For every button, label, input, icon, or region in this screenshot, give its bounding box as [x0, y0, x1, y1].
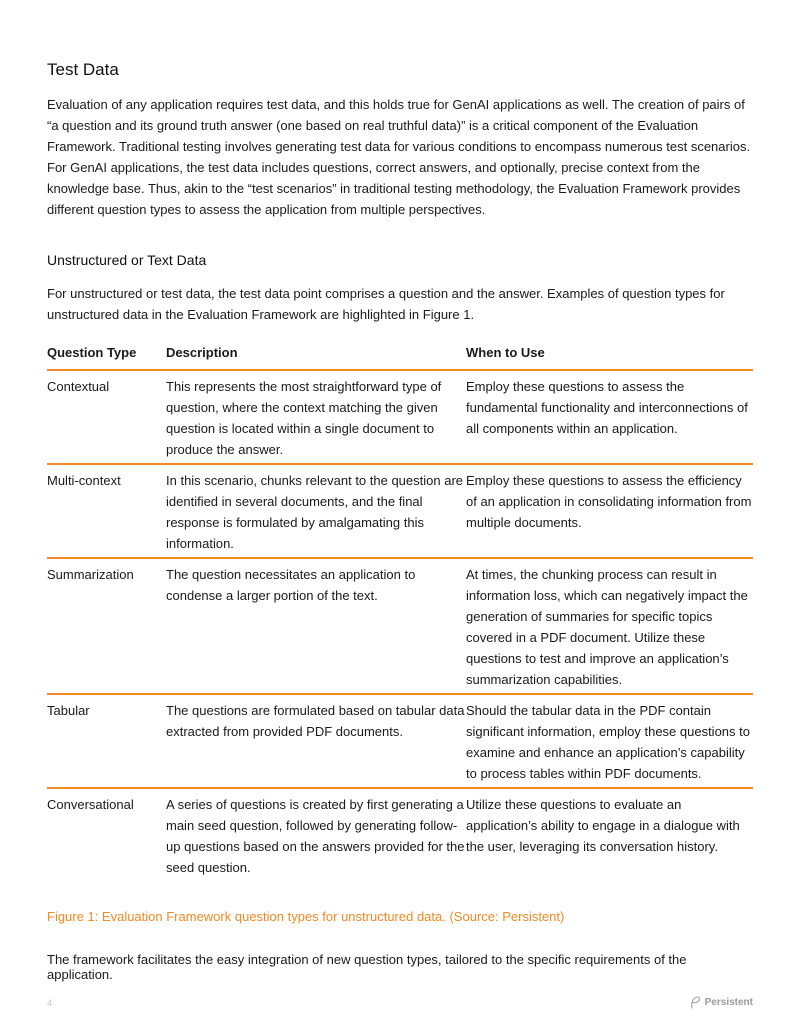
table-row [47, 370, 753, 464]
cell-description: The question necessitates an application to condense a larger portion of the text. [166, 558, 466, 694]
page-number: 4 [47, 998, 53, 1008]
subsection-title: Unstructured or Text Data [47, 252, 207, 268]
question-types-table [47, 338, 753, 881]
section-title: Test Data [47, 60, 119, 79]
cell-when-to-use: Employ these questions to assess the efficiency of an application in consolidating information from multiple documents. [466, 464, 753, 558]
column-header-description: Description [166, 338, 466, 370]
figure-caption: Figure 1: Evaluation Framework question types for unstructured data. (Source: Persistent) [47, 909, 565, 924]
brand-name: Persistent [704, 996, 753, 1008]
cell-when-to-use: Should the tabular data in the PDF contain significant information, employ these questions to examine and enhance an application’s capability to process tables within PDF documents. [466, 694, 753, 788]
cell-when-to-use: Employ these questions to assess the fundamental functionality and interconnections of all components within an application. [466, 370, 753, 464]
table-row [47, 464, 753, 558]
cell-description: This represents the most straightforward type of question, where the context matching the given question is located within a single document to produce the answer. [166, 370, 466, 464]
table-row [47, 694, 753, 788]
cell-when-to-use: Utilize these questions to evaluate an application’s ability to engage in a dialogue with the user, leveraging its conversation history. [466, 797, 740, 854]
table-header-row [47, 338, 753, 370]
subsection-intro: For unstructured or test data, the test data point comprises a question and the answer. Examples of question types for unstructured data in the Evaluation Framework are highlighted in Figure 1. [47, 286, 725, 322]
cell-question-type: Conversational [47, 797, 134, 812]
persistent-logo-icon [689, 995, 701, 1009]
column-header-when-to-use: When to Use [466, 338, 753, 370]
table-row [47, 788, 753, 881]
closing-paragraph: The framework facilitates the easy integration of new question types, tailored to the specific requirements of the application. [47, 952, 687, 982]
cell-question-type: Tabular [47, 694, 166, 788]
brand-logo [689, 995, 753, 1009]
cell-description: A series of questions is created by first generating a main seed question, followed by generating follow-up questions based on the answers provided for the seed question. [166, 797, 465, 875]
cell-question-type: Summarization [47, 558, 166, 694]
section-intro: Evaluation of any application requires test data, and this holds true for GenAI applications as well. The creation of pairs of “a question and its ground truth answer (one based on real truthful data)” is a critical component of the Evaluation Framework. Traditional testing involves generating test data for various conditions to encompass numerous test scenarios. For GenAI applications, the test data includes questions, correct answers, and optionally, precise context from the knowledge base. Thus, akin to the “test scenarios” in traditional testing methodology, the Evaluation Framework provides different question types to assess the application from multiple perspectives. [47, 97, 751, 217]
cell-question-type: Multi-context [47, 464, 166, 558]
cell-question-type: Contextual [47, 370, 166, 464]
column-header-question-type: Question Type [47, 338, 166, 370]
cell-description: The questions are formulated based on tabular data extracted from provided PDF documents. [166, 694, 466, 788]
table-row [47, 558, 753, 694]
cell-when-to-use: At times, the chunking process can result in information loss, which can negatively impact the generation of summaries for specific topics covered in a PDF document. Utilize these questions to test and improve an application’s summarization capabilities. [466, 558, 753, 694]
cell-description: In this scenario, chunks relevant to the question are identified in several documents, and the final response is formulated by amalgamating this information. [166, 464, 466, 558]
